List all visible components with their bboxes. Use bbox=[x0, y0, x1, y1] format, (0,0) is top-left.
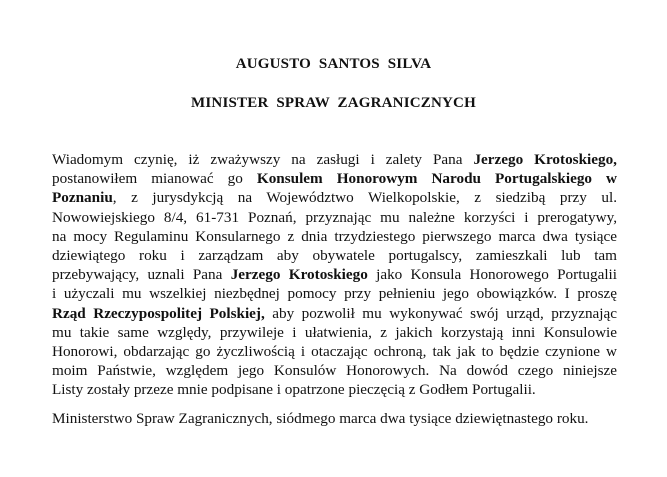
body-text-segment: na mocy Regulaminu Konsularnego z dnia trzydziestego pierwszego marca dwa tysiące bbox=[52, 227, 617, 245]
body-text-segment: dziewiątego roku i zarządzam aby obywatele portugalscy, zamieszkali lub tam bbox=[52, 247, 617, 265]
body-text-segment: moim Państwie, względem jego Konsulów Honorowych. Na dowód czego niniejsze bbox=[52, 362, 617, 380]
body-line bbox=[52, 169, 617, 188]
body-line bbox=[52, 150, 617, 169]
bold-text: Rząd Rzeczypospolitej Polskiej, bbox=[52, 304, 265, 322]
body-line bbox=[52, 208, 617, 227]
bold-text: Jerzego Krotoskiego bbox=[230, 266, 368, 284]
body-text-segment: przebywający, uznali Pana bbox=[52, 266, 231, 284]
body-text-segment: mu takie same względy, przywileje i ułatwienia, z jakich korzystają inni Konsulowie bbox=[52, 323, 617, 341]
body-line bbox=[52, 284, 617, 303]
body-line bbox=[52, 304, 617, 323]
body-line bbox=[52, 380, 617, 399]
body-text-segment: Honorowi, obdarzając go życzliwością i otaczając ochroną, tak jak to będzie czynione w bbox=[52, 343, 617, 361]
body-text-segment: jako Konsula Honorowego Portugalii bbox=[367, 266, 618, 284]
body-paragraph bbox=[52, 150, 617, 400]
body-line bbox=[52, 227, 617, 246]
author-heading: AUGUSTO SANTOS SILVA bbox=[235, 56, 432, 72]
body-text-segment: aby pozwolił mu wykonywać swój urząd, przyznając bbox=[264, 304, 618, 322]
bold-text: Jerzego Krotoskiego, bbox=[473, 151, 617, 168]
body-line bbox=[52, 246, 617, 265]
body-text-segment: postanowiłem mianować go bbox=[52, 170, 257, 188]
body-line bbox=[52, 188, 617, 207]
body-line bbox=[52, 265, 617, 284]
body-line bbox=[52, 323, 617, 342]
body-text-segment: Wiadomym czynię, iż zważywszy na zasługi i zalety Pana bbox=[52, 151, 474, 168]
body-text-segment: Listy zostały przeze mnie podpisane i opatrzone pieczęcią z Godłem Portugalii. bbox=[52, 381, 536, 399]
closing-line: Ministerstwo Spraw Zagranicznych, siódmego marca dwa tysiące dziewiętnastego roku. bbox=[52, 410, 589, 427]
body-line bbox=[52, 361, 617, 380]
body-text-segment: i użyczali mu wszelkiej niezbędnej pomocy przy pełnieniu jego obowiązków. I proszę bbox=[52, 285, 617, 303]
bold-text: Poznaniu bbox=[52, 189, 113, 207]
bold-text: Konsulem Honorowym Narodu Portugalskiego w bbox=[256, 170, 618, 188]
body-text-segment: , z jurysdykcją na Województwo Wielkopolskie, z siedzibą przy ul. bbox=[112, 189, 617, 207]
office-heading: MINISTER SPRAW ZAGRANICZNYCH bbox=[191, 95, 476, 111]
body-text-segment: Nowowiejskiego 8/4, 61-731 Poznań, przyznając mu należne korzyści i prerogatywy, bbox=[52, 208, 617, 226]
body-line bbox=[52, 342, 617, 361]
